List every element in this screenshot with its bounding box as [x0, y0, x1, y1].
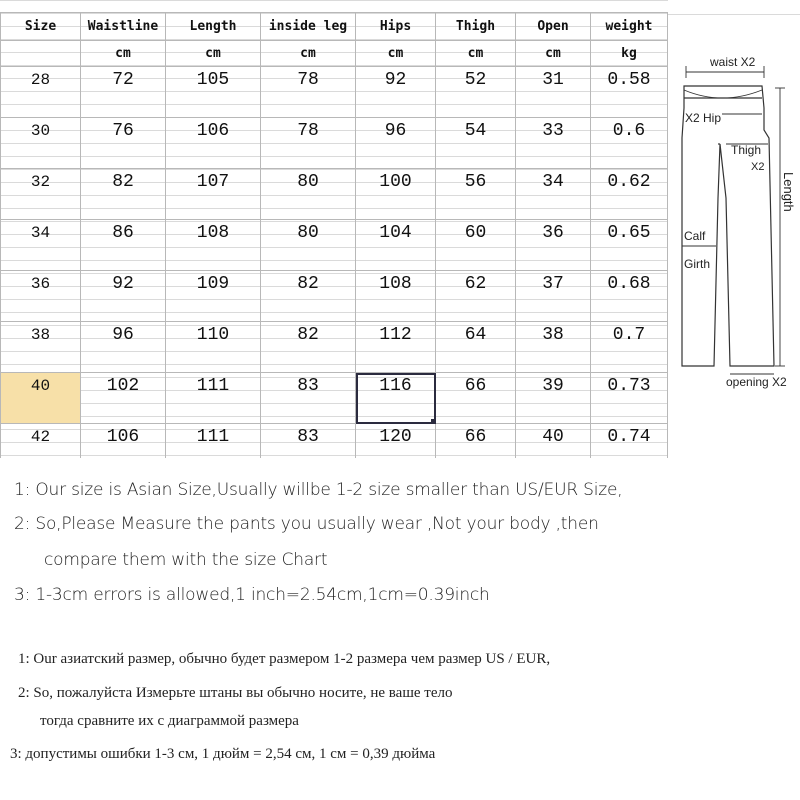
- open-cell[interactable]: 39: [516, 373, 591, 424]
- waistline-cell[interactable]: 102: [81, 373, 166, 424]
- table-row: [1, 220, 668, 271]
- unit-cell[interactable]: [1, 41, 81, 67]
- size-cell[interactable]: 34: [1, 220, 81, 271]
- size-cell[interactable]: 42: [1, 424, 81, 459]
- note-3-en: 3: 1-3cm errors is allowed,1 inch=2.54cm,1cm=0.39inch: [14, 585, 490, 605]
- thigh-label: Thigh: [731, 143, 762, 157]
- size-cell[interactable]: 36: [1, 271, 81, 322]
- unit-cell[interactable]: kg: [591, 41, 668, 67]
- hips-cell-selected[interactable]: 116: [356, 373, 436, 424]
- hips-cell[interactable]: 96: [356, 118, 436, 169]
- length-label: Length: [781, 172, 796, 212]
- length-cell[interactable]: 111: [166, 373, 261, 424]
- fill-handle[interactable]: [431, 419, 436, 424]
- length-arrow-icon: [775, 88, 785, 366]
- size-cell[interactable]: 30: [1, 118, 81, 169]
- table-row: [1, 118, 668, 169]
- length-cell[interactable]: 109: [166, 271, 261, 322]
- table-row: [1, 169, 668, 220]
- spreadsheet-area: [0, 0, 668, 458]
- note-1-ru: 1: Our азиатский размер, обычно будет размером 1-2 размера чем размер US / EUR,: [18, 651, 551, 667]
- unit-cell[interactable]: cm: [261, 41, 356, 67]
- open-cell[interactable]: 34: [516, 169, 591, 220]
- weight-cell[interactable]: 0.68: [591, 271, 668, 322]
- hips-cell[interactable]: 104: [356, 220, 436, 271]
- note-2-ru-cont: тогда сравните их с диаграммой размера: [40, 713, 299, 729]
- weight-cell[interactable]: 0.73: [591, 373, 668, 424]
- hips-cell[interactable]: 108: [356, 271, 436, 322]
- note-2-en: 2: So,Please Measure the pants you usually wear ,Not your body ,then: [14, 514, 599, 534]
- open-cell[interactable]: 36: [516, 220, 591, 271]
- open-cell[interactable]: 31: [516, 67, 591, 118]
- thigh-cell[interactable]: 62: [436, 271, 516, 322]
- pants-outline-icon: [682, 86, 774, 366]
- table-row: [1, 424, 668, 459]
- inside-leg-cell[interactable]: 80: [261, 169, 356, 220]
- unit-cell[interactable]: cm: [356, 41, 436, 67]
- header-cell[interactable]: Length: [166, 13, 261, 41]
- table-row: [1, 322, 668, 373]
- girth-label: Girth: [684, 257, 711, 271]
- size-table: [0, 12, 668, 458]
- hips-cell[interactable]: 92: [356, 67, 436, 118]
- waistline-cell[interactable]: 106: [81, 424, 166, 459]
- header-row: [1, 13, 668, 41]
- thigh-cell[interactable]: 66: [436, 424, 516, 459]
- waistline-cell[interactable]: 86: [81, 220, 166, 271]
- length-cell[interactable]: 105: [166, 67, 261, 118]
- inside-leg-cell[interactable]: 80: [261, 220, 356, 271]
- header-cell[interactable]: weight: [591, 13, 668, 41]
- hips-cell[interactable]: 100: [356, 169, 436, 220]
- open-cell[interactable]: 40: [516, 424, 591, 459]
- header-cell[interactable]: Size: [1, 13, 81, 41]
- length-cell[interactable]: 110: [166, 322, 261, 373]
- size-cell[interactable]: 40: [1, 373, 81, 424]
- inside-leg-cell[interactable]: 78: [261, 67, 356, 118]
- header-cell[interactable]: Open: [516, 13, 591, 41]
- open-cell[interactable]: 38: [516, 322, 591, 373]
- note-3-ru: 3: допустимы ошибки 1-3 см, 1 дюйм = 2,54 см, 1 см = 0,39 дюйма: [10, 746, 436, 762]
- unit-row: [1, 41, 668, 67]
- weight-cell[interactable]: 0.7: [591, 322, 668, 373]
- unit-cell[interactable]: cm: [81, 41, 166, 67]
- thigh-cell[interactable]: 64: [436, 322, 516, 373]
- size-cell[interactable]: 28: [1, 67, 81, 118]
- inside-leg-cell[interactable]: 83: [261, 424, 356, 459]
- note-2-en-cont: compare them with the size Chart: [44, 550, 328, 570]
- length-cell[interactable]: 107: [166, 169, 261, 220]
- header-cell[interactable]: Hips: [356, 13, 436, 41]
- inside-leg-cell[interactable]: 82: [261, 322, 356, 373]
- sheet-edge: [668, 0, 800, 15]
- inside-leg-cell[interactable]: 82: [261, 271, 356, 322]
- opening-label: opening X2: [726, 375, 787, 389]
- pants-diagram: [672, 48, 800, 398]
- thigh-cell[interactable]: 60: [436, 220, 516, 271]
- weight-cell[interactable]: 0.58: [591, 67, 668, 118]
- weight-cell[interactable]: 0.62: [591, 169, 668, 220]
- waistline-cell[interactable]: 92: [81, 271, 166, 322]
- table-row: [1, 373, 668, 424]
- table-row: [1, 271, 668, 322]
- table-row: [1, 67, 668, 118]
- waistline-cell[interactable]: 96: [81, 322, 166, 373]
- waist-label: waist X2: [710, 55, 756, 69]
- weight-cell[interactable]: 0.74: [591, 424, 668, 459]
- thigh-cell[interactable]: 66: [436, 373, 516, 424]
- header-cell[interactable]: Waistline: [81, 13, 166, 41]
- unit-cell[interactable]: cm: [436, 41, 516, 67]
- calf-label: Calf: [684, 229, 706, 243]
- inside-leg-cell[interactable]: 83: [261, 373, 356, 424]
- open-cell[interactable]: 33: [516, 118, 591, 169]
- inside-leg-cell[interactable]: 78: [261, 118, 356, 169]
- note-2-ru: 2: So, пожалуйста Измерьте штаны вы обычно носите, не ваше тело: [18, 685, 453, 701]
- thigh-cell[interactable]: 54: [436, 118, 516, 169]
- hips-cell[interactable]: 120: [356, 424, 436, 459]
- note-1-en: 1: Our size is Asian Size,Usually willbe 1-2 size smaller than US/EUR Size,: [14, 480, 623, 500]
- size-cell[interactable]: 38: [1, 322, 81, 373]
- open-cell[interactable]: 37: [516, 271, 591, 322]
- hips-cell[interactable]: 112: [356, 322, 436, 373]
- unit-cell[interactable]: cm: [516, 41, 591, 67]
- thigh-cell[interactable]: 56: [436, 169, 516, 220]
- waistline-cell[interactable]: 72: [81, 67, 166, 118]
- thigh-x2-label: X2: [751, 161, 765, 173]
- waistline-cell[interactable]: 82: [81, 169, 166, 220]
- weight-cell[interactable]: 0.6: [591, 118, 668, 169]
- length-cell[interactable]: 108: [166, 220, 261, 271]
- hip-label: X2 Hip: [685, 111, 722, 125]
- length-cell[interactable]: 106: [166, 118, 261, 169]
- thigh-cell[interactable]: 52: [436, 67, 516, 118]
- header-cell[interactable]: inside leg: [261, 13, 356, 41]
- waistline-cell[interactable]: 76: [81, 118, 166, 169]
- unit-cell[interactable]: cm: [166, 41, 261, 67]
- header-cell[interactable]: Thigh: [436, 13, 516, 41]
- weight-cell[interactable]: 0.65: [591, 220, 668, 271]
- length-cell[interactable]: 111: [166, 424, 261, 459]
- size-cell[interactable]: 32: [1, 169, 81, 220]
